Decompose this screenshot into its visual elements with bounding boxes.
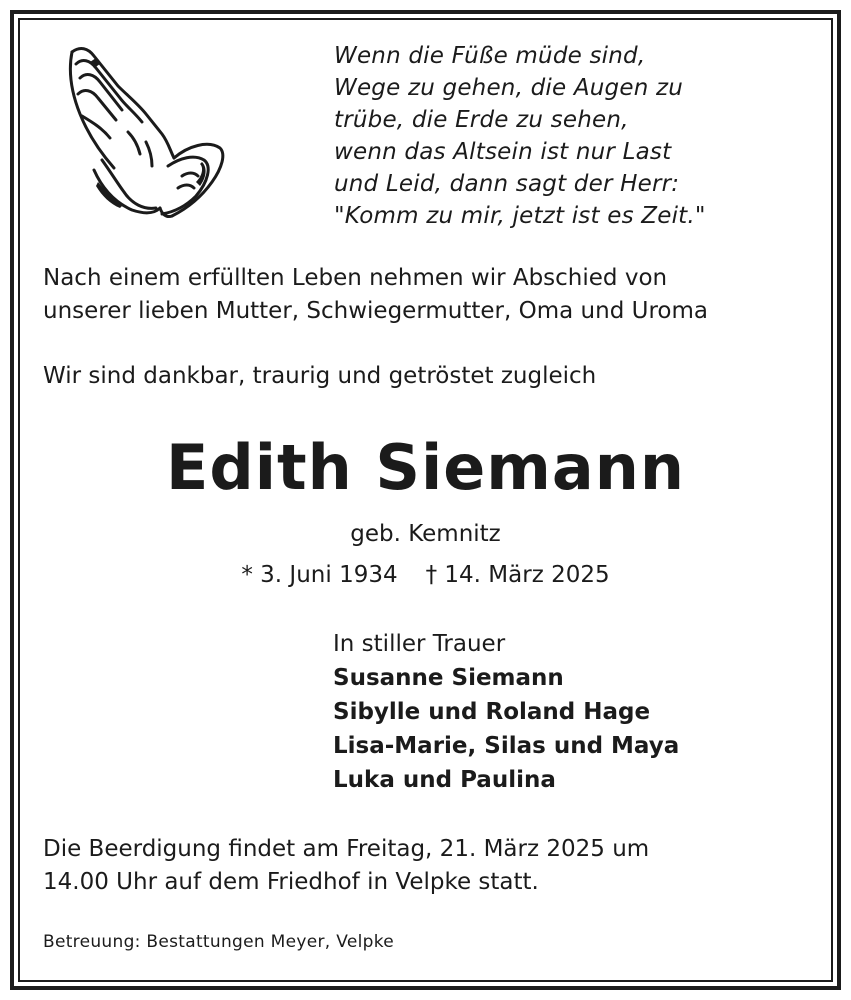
birth-name: geb. Kemnitz (350, 521, 501, 547)
mourner-name: Susanne Siemann (333, 665, 564, 691)
poem-line: Wenn die Füße müde sind, (334, 43, 646, 69)
thanks-text: Wir sind dankbar, traurig und getröstet zugleich (43, 363, 597, 389)
birth-date: * 3. Juni 1934 (241, 562, 398, 588)
poem-line: "Komm zu mir, jetzt ist es Zeit." (334, 203, 706, 229)
funeral-line: 14.00 Uhr auf dem Friedhof in Velpke statt. (43, 869, 539, 895)
life-dates (0, 559, 851, 592)
mourners (333, 627, 679, 797)
intro-line: unserer lieben Mutter, Schwiegermutter, Oma und Uroma (43, 298, 708, 324)
mourners-intro: In stiller Trauer (333, 631, 506, 657)
mourner-name: Luka und Paulina (333, 767, 556, 793)
poem-line: wenn das Altsein ist nur Last (334, 139, 672, 165)
poem-line: und Leid, dann sagt der Herr: (334, 171, 680, 197)
intro-text (43, 262, 813, 328)
praying-hands-icon (62, 42, 228, 224)
intro-line: Nach einem erfüllten Leben nehmen wir Abschied von (43, 265, 668, 291)
deceased-name: Edith Siemann (165, 431, 686, 504)
funeral-line: Die Beerdigung findet am Freitag, 21. März 2025 um (43, 836, 650, 862)
poem (334, 40, 804, 232)
poem-line: Wege zu gehen, die Augen zu (334, 75, 684, 101)
mourner-name: Sibylle und Roland Hage (333, 699, 651, 725)
mourner-name: Lisa-Marie, Silas und Maya (333, 733, 680, 759)
death-date: † 14. März 2025 (425, 562, 610, 588)
funeral-info (43, 833, 649, 899)
poem-line: trübe, die Erde zu sehen, (334, 107, 629, 133)
funeral-home-credit: Betreuung: Bestattungen Meyer, Velpke (43, 932, 394, 952)
